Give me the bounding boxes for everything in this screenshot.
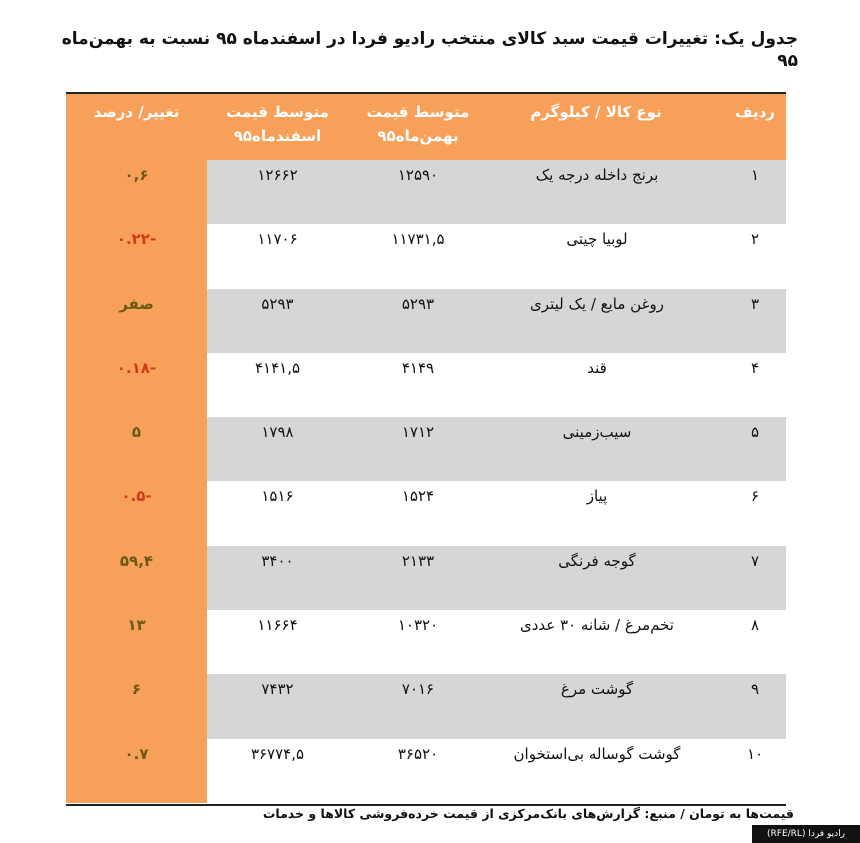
- row-index: ۶: [724, 481, 786, 545]
- row-change: صفر: [66, 289, 207, 353]
- header-index: ردیف: [735, 103, 775, 121]
- row-feb-price: ۱۱۷۳۱,۵: [348, 224, 488, 288]
- table-row: [66, 224, 786, 288]
- row-change: -۰.۲۲: [66, 224, 207, 288]
- row-feb-price: ۷۰۱۶: [348, 674, 488, 738]
- row-index: ۹: [724, 674, 786, 738]
- header-feb-line1: متوسط قیمت: [366, 103, 470, 121]
- table-row: [66, 546, 786, 610]
- price-table: [66, 92, 786, 806]
- table-row: [66, 160, 786, 224]
- table-row: [66, 481, 786, 545]
- row-mar-price: ۱۱۶۶۴: [207, 610, 348, 674]
- row-feb-price: ۵۲۹۳: [348, 289, 488, 353]
- row-feb-price: ۱۷۱۲: [348, 417, 488, 481]
- row-change: ۶: [66, 674, 207, 738]
- row-index: ۵: [724, 417, 786, 481]
- header-mar-line2: اسفندماه۹۵: [233, 127, 322, 145]
- row-index: ۸: [724, 610, 786, 674]
- row-feb-price: ۱۰۳۲۰: [348, 610, 488, 674]
- header-mar-price: [207, 94, 348, 160]
- row-change: -۰.۵: [66, 481, 207, 545]
- table-row: [66, 289, 786, 353]
- row-item: گوشت مرغ: [488, 674, 724, 738]
- row-item: پیاز: [488, 481, 724, 545]
- row-mar-price: ۱۵۱۶: [207, 481, 348, 545]
- row-item: لوبیا چیتی: [488, 224, 724, 288]
- row-item: تخم‌مرغ / شانه ۳۰ عددی: [488, 610, 724, 674]
- row-index: ۱: [724, 160, 786, 224]
- row-item: گوجه فرنگی: [488, 546, 724, 610]
- header-feb-line2: بهمن‌ماه۹۵: [377, 127, 459, 145]
- row-mar-price: ۱۲۶۶۲: [207, 160, 348, 224]
- row-mar-price: ۱۷۹۸: [207, 417, 348, 481]
- row-index: ۳: [724, 289, 786, 353]
- row-feb-price: ۱۵۲۴: [348, 481, 488, 545]
- row-change: ۰,۶: [66, 160, 207, 224]
- row-change: ۱۳: [66, 610, 207, 674]
- table-header: [66, 94, 786, 160]
- row-mar-price: ۳۶۷۷۴,۵: [207, 739, 348, 803]
- row-change: ۰.۷: [66, 739, 207, 803]
- row-index: ۲: [724, 224, 786, 288]
- row-item: روغن مایع / یک لیتری: [488, 289, 724, 353]
- table-row: [66, 739, 786, 803]
- row-feb-price: ۱۲۵۹۰: [348, 160, 488, 224]
- row-change: ۵: [66, 417, 207, 481]
- header-change: تغییر/ درصد: [93, 103, 180, 121]
- row-change: ۵۹,۴: [66, 546, 207, 610]
- row-mar-price: ۳۴۰۰: [207, 546, 348, 610]
- row-index: ۴: [724, 353, 786, 417]
- row-item: قند: [488, 353, 724, 417]
- row-index: ۷: [724, 546, 786, 610]
- row-index: ۱۰: [724, 739, 786, 803]
- row-feb-price: ۲۱۳۳: [348, 546, 488, 610]
- table-row: [66, 417, 786, 481]
- row-item: برنج داخله درجه یک: [488, 160, 724, 224]
- header-item: نوع کالا / کیلوگرم: [530, 103, 662, 121]
- row-mar-price: ۱۱۷۰۶: [207, 224, 348, 288]
- table-row: [66, 674, 786, 738]
- table-row: [66, 610, 786, 674]
- row-item: سیب‌زمینی: [488, 417, 724, 481]
- row-item: گوشت گوساله بی‌استخوان: [488, 739, 724, 803]
- row-mar-price: ۷۴۳۲: [207, 674, 348, 738]
- table-row: [66, 353, 786, 417]
- header-mar-line1: متوسط قیمت: [226, 103, 329, 121]
- footnote-source: قیمت‌ها به تومان / منبع: گزارش‌های بانک‌مرکزی از قیمت خرده‌فروشی کالاها و خدمات: [262, 806, 794, 821]
- row-mar-price: ۵۲۹۳: [207, 289, 348, 353]
- row-change: -۰.۱۸: [66, 353, 207, 417]
- header-feb-price: [348, 94, 488, 160]
- row-feb-price: ۴۱۴۹: [348, 353, 488, 417]
- row-mar-price: ۴۱۴۱,۵: [207, 353, 348, 417]
- table-title: جدول یک: تغییرات قیمت سبد کالای منتخب رادیو فردا در اسفندماه ۹۵ نسبت به بهمن‌ماه ۹۵: [61, 29, 798, 71]
- row-feb-price: ۳۶۵۲۰: [348, 739, 488, 803]
- brand-badge: (RFE/RL) رادیو فردا: [752, 825, 860, 843]
